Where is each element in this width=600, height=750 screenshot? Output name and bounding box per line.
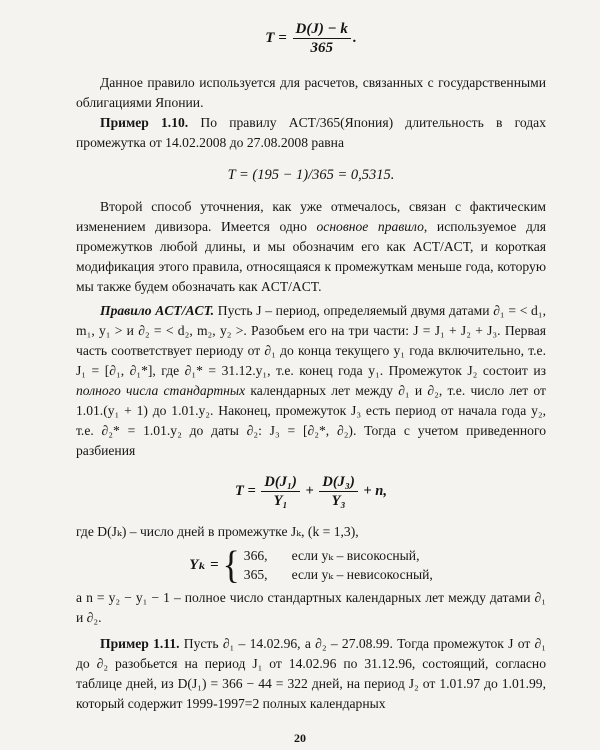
fraction-numerator: D(J₁) — [261, 473, 299, 492]
formula-t-actact — [76, 473, 546, 510]
cases-block — [76, 543, 546, 587]
fraction-denominator: 365 — [310, 40, 333, 56]
rule-act-act — [76, 301, 546, 461]
formula-lhs: T = — [265, 29, 291, 46]
formula-tail: + n, — [359, 482, 387, 499]
case-value: 366, — [243, 548, 268, 563]
fraction-1 — [261, 473, 299, 510]
formula-lhs: T = — [235, 482, 260, 499]
example-label: Пример 1.11. — [100, 636, 180, 651]
where-line: где D(Jₖ) – число дней в промежутке Jₖ, (k = 1,3), — [76, 524, 359, 539]
paragraph-second-method — [76, 197, 546, 297]
fraction-denominator: Y₃ — [331, 493, 346, 509]
fraction-numerator: D(J₃) — [319, 473, 357, 492]
formula-tail: . — [352, 29, 357, 46]
cases-list — [244, 546, 433, 584]
emphasis-text: основное правило — [316, 219, 424, 234]
left-brace-icon: { — [222, 543, 240, 587]
case-row — [244, 565, 433, 584]
case-row — [244, 546, 433, 565]
paragraph-japan-bonds: Данное правило используется для расчетов, связанных с государственными облигациями Японии. — [76, 75, 546, 110]
rule-label: Правило ACT/ACT. — [100, 303, 215, 318]
case-value: 365, — [243, 567, 268, 582]
fraction-numerator: D(J) − k — [293, 20, 351, 39]
example-label: Пример 1.10. — [100, 115, 189, 130]
emphasis-text: полного числа стандартных — [76, 383, 246, 398]
plus-sign: + — [301, 482, 318, 499]
rule-text: календарных лет между ∂₁ и ∂₂, т.е. число лет от 1.01.(y₁ + 1) до 1.01.y₂. Наконец, промежуток J₃ есть период от начала года y₂, т.е. ∂₂* = 1.01.y₂ до даты ∂₂: J₃ = [∂₂*, ∂₂). Тогда с учетом приведенного разбиения — [76, 383, 546, 458]
page-number: 20 — [294, 731, 306, 745]
paragraph-text: Второй способ уточнения, как уже отмечалось, связан с фактическим изменением дивизора. Имеется одно — [76, 199, 546, 234]
n-definition: а n = y₂ − y₁ − 1 – полное число стандартных календарных лет между датами ∂₁ и ∂₂. — [76, 590, 546, 625]
fraction-2 — [319, 473, 357, 510]
formula-t-definition — [76, 20, 546, 57]
example-text: Пусть ∂₁ – 14.02.96, а ∂₂ – 27.08.99. Тогда промежуток J от ∂₁ до ∂₂ разобьется на период J₁ от 14.02.96 по 31.12.96, состоящий, согласно таблице дней, из D(J₁) = 366 − 44 = 322 дней, на период J₂ от 1.01.97 до 1.01.99, который содержит 1999-1997=2 полных календарных — [76, 636, 546, 711]
example-1-11 — [76, 634, 546, 714]
fraction-denominator: Y₁ — [273, 493, 288, 509]
formula-example-1-10: T = (195 − 1)/365 = 0,5315. — [227, 167, 395, 183]
cases-lhs: Yₖ = — [189, 557, 219, 573]
rule-text: Пусть J – период, определяемый двумя датами ∂₁ = < d₁, m₁, y₁ > и ∂₂ = < d₂, m₂, y₂ >. Разобьем его на три части: J = J₁ + J₂ + J₃. Первая часть соответствует периоду от ∂₁ до конца текущего y₁ года включительно, т.е. J₁ = [∂₁, ∂₁*], где ∂₁* = 31.12.y₁, т.е. конец года y₁. Промежуток J₂ состоит из — [76, 303, 546, 378]
fraction — [293, 20, 351, 57]
example-1-10 — [76, 113, 546, 153]
example-text: По правилу ACT/365(Япония) длительность в годах промежутка от 14.02.2008 до 27.08.2008 равна — [76, 115, 546, 150]
case-condition: если yₖ – високосный, — [291, 548, 420, 563]
case-condition: если yₖ – невисокосный, — [291, 567, 433, 582]
paragraph-text: , используемое для промежутков любой длины, и мы обозначим его как ACT/ACT, и короткая модификация этого правила, относящаяся к промежуткам меньше года, которую мы также будем обозначать как ACT/ACT. — [76, 219, 546, 294]
